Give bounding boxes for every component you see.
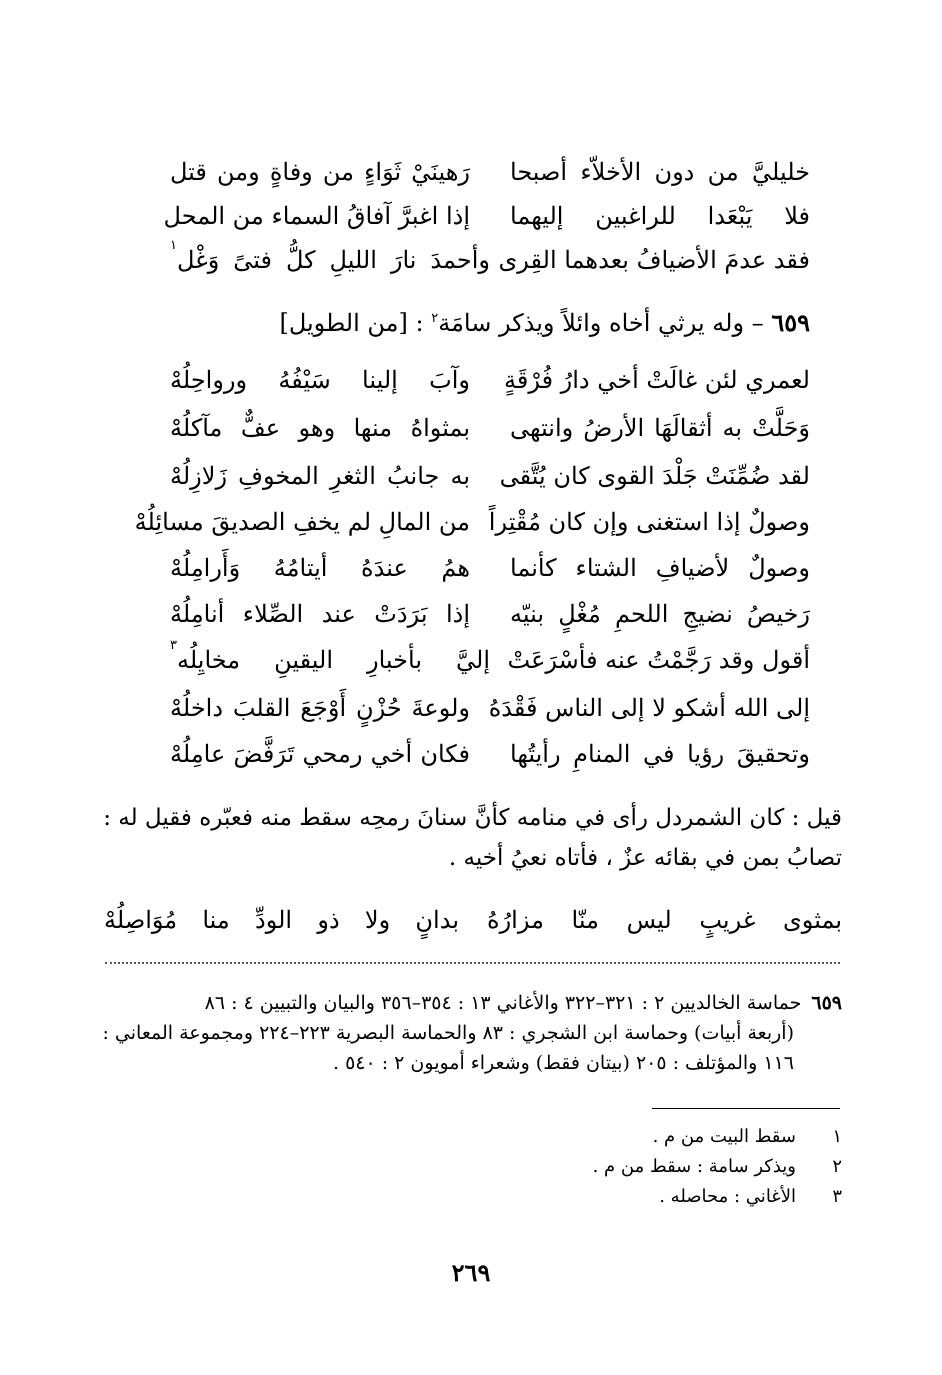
verse-second-hemistich: همُ عندَهُ أيتامُهُ وَأَرامِلُهْ: [170, 554, 470, 582]
footnote: [542, 1122, 842, 1152]
verse-first-hemistich: وصولٌ لأضيافِ الشتاء كأنما: [510, 554, 810, 582]
verse-first-hemistich: وصولٌ إذا استغنى وإن كان مُقْتِراً: [488, 508, 810, 536]
footnote-text: سقط البيت من م .: [652, 1126, 796, 1147]
verse-second-hemistich: بدانٍ ولا ذو الودِّ منا مُوَاصِلُهْ: [104, 906, 459, 934]
verse-row: [170, 238, 810, 282]
verse-second-hemistich: من المالِ لم يخفِ الصديقَ مسائِلُهْ: [134, 508, 470, 536]
verse-row: [170, 638, 810, 682]
verse-second-hemistich: إذا بَرَدَتْ عند الصِّلاء أنامِلُهْ: [170, 600, 470, 628]
verse-second-hemistich-wrap: [170, 238, 490, 274]
footnote-text: الأغاني : محاصله .: [659, 1186, 796, 1207]
verse-first-hemistich: وَحَلَّتْ به أثقالَهَا الأرضُ وانتهى: [510, 414, 810, 442]
verse-first-hemistich: فقد عدمَ الأضيافُ بعدهما القِرى: [498, 246, 810, 274]
verse-row: [134, 500, 810, 544]
verse-second-hemistich: رَهينَيْ ثَوَاءٍ من وفاةٍ ومن قتل: [170, 158, 470, 186]
footnote-divider: [652, 1108, 840, 1109]
dotted-divider: [105, 962, 840, 964]
verse-first-hemistich: فلا يَبْعَدا للراغبين إليهما: [510, 202, 810, 230]
verse-first-hemistich: أقول وقد رَجَّمْتُ عنه فأسْرَعَتْ: [507, 646, 810, 674]
verse-second-hemistich-wrap: [170, 638, 490, 674]
verse-first-hemistich: لقد ضُمِّنَتْ جَلْدَ القوى كان يُتَّقى: [499, 462, 810, 490]
footnote-ref: ٢: [431, 311, 439, 326]
verse-first-hemistich: خليليَّ من دون الأخلاّء أصبحا: [510, 158, 810, 186]
prose-line: تصابُ بمن في بقائه عزٌ ، فأتاه نعيُ أخيه .: [448, 845, 842, 871]
verse-row: [170, 454, 810, 498]
verse-second-hemistich: به جانبُ الثغرِ المخوفِ زَلازِلُهْ: [170, 462, 470, 490]
prose-line: قيل : كان الشمردل رأى في منامه كأنَّ سنانَ رمحِه سقط منه فعبّره فقيل له :: [103, 805, 842, 831]
page-number: ٢٦٩: [451, 1258, 491, 1287]
footnote-ref: ١: [170, 238, 177, 253]
verse-second-hemistich: بمثواهُ منها وهو عفٌّ مآكلُهْ: [170, 414, 470, 442]
verse-second-hemistich: ولوعةَ حُزْنٍ أَوْجَعَ القلبَ داخلُهْ: [170, 694, 470, 722]
footnote-number: ١: [832, 1126, 842, 1147]
prose-paragraph: [103, 798, 842, 878]
source-note-number: ٦٥٩: [811, 992, 842, 1014]
verse-second-hemistich: فكان أخي رمحي تَرَفَّضَ عامِلُهْ: [170, 740, 470, 768]
verse-row: [170, 358, 810, 402]
verse-second-hemistich: إليَّ بأخبارِ اليقينِ مخايِلُه: [176, 646, 490, 674]
footnote: [542, 1152, 842, 1182]
verse-row: [104, 898, 842, 942]
verse-row: [163, 194, 810, 238]
footnotes: [542, 1122, 842, 1212]
verse-second-hemistich: وأحمدَ نارَ الليلِ كلُّ فتىً وَغْل: [176, 246, 490, 274]
source-note-line: ١١٦ والمؤتلف : ٢٠٥ (بيتان فقط) وشعراء أمويون ٢ : ٥٤٠ .: [332, 1052, 794, 1074]
source-note: [102, 988, 842, 1078]
verse-row: [170, 406, 810, 450]
footnote-text: ويذكر سامة : سقط من م .: [592, 1156, 796, 1177]
verse-first-hemistich: رَخيصُ نضيجِ اللحمِ مُغْلٍ بنيّه: [510, 600, 810, 628]
footnote-number: ٢: [832, 1156, 842, 1177]
verse-first-hemistich: بمثوى غريبٍ ليس منّا مزارُهُ: [487, 906, 842, 934]
poem-number: ٦٥٩: [771, 308, 810, 337]
poem-heading-text: – وله يرثي أخاه وائلاً ويذكر سامَة: [438, 309, 764, 337]
verse-row: [170, 150, 810, 194]
verse-second-hemistich: وآبَ إلينا سَيْفُهُ ورواحِلُهْ: [170, 366, 470, 394]
poem-heading: [150, 308, 810, 337]
footnote-number: ٣: [832, 1186, 842, 1207]
verse-row: [170, 686, 810, 730]
footnote: [542, 1182, 842, 1212]
verse-first-hemistich: وتحقيقَ رؤيا في المنامِ رأيتُها: [510, 740, 810, 768]
source-note-line: (أربعة أبيات) وحماسة ابن الشجري : ٨٣ والحماسة البصرية ٢٢٣–٢٢٤ ومجموعة المعاني :: [102, 1022, 794, 1044]
footnote-ref: ٣: [170, 638, 177, 653]
poem-meter: : [من الطويل]: [279, 309, 424, 337]
verse-second-hemistich: إذا اغبرَّ آفاقُ السماء من المحل: [163, 202, 470, 230]
source-note-line: حماسة الخالديين ٢ : ٣٢١–٣٢٢ والأغاني ١٣ : ٣٥٤–٣٥٦ والبيان والتبيين ٤ : ٨٦: [204, 992, 802, 1014]
verse-row: [170, 592, 810, 636]
verse-first-hemistich: إلى الله أشكو لا إلى الناس فَقْدَهُ: [488, 694, 810, 722]
verse-first-hemistich: لعمري لئن غالَتْ أخي دارُ فُرْقَةٍ: [503, 366, 810, 394]
verse-row: [170, 732, 810, 776]
verse-row: [170, 546, 810, 590]
